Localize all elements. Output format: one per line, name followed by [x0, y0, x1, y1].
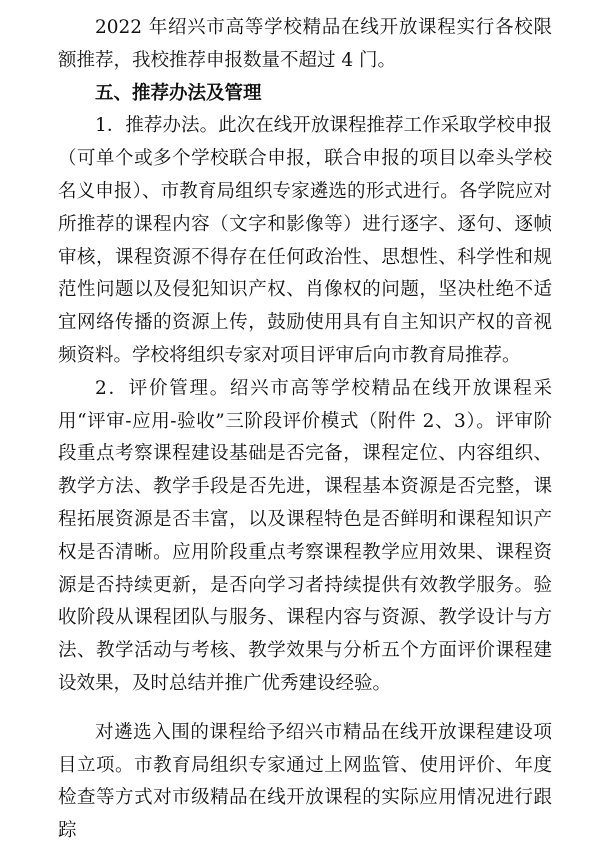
- evaluation-management-paragraph: 2．评价管理。绍兴市高等学校精品在线开放课程采用“评审-应用-验收”三阶段评价模式（附件 2、3）。评审阶段重点考察课程建设基础是否完备，课程定位、内容组织、教学方法、教学手段是否先进，课程基本资源是否完整，课程拓展资源是否丰富，以及课程特色是否鲜明和课程知识产权是否清晰。应用阶段重点考察课程教学应用效果、课程资源是否持续更新，是否向学习者持续提供有效教学服务。验收阶段从课程团队与服务、课程内容与资源、教学设计与方法、教学活动与考核、教学效果与分析五个方面评价课程建设效果，及时总结并推广优秀建设经验。: [58, 377, 552, 694]
- intro-paragraph: 2022 年绍兴市高等学校精品在线开放课程实行各校限额推荐，我校推荐申报数量不超过 4 门。: [58, 17, 552, 71]
- section-heading: 五、推荐办法及管理: [95, 82, 262, 104]
- project-approval-paragraph: 对遴选入围的课程给予绍兴市精品在线开放课程建设项目立项。市教育局组织专家通过上网监管、使用评价、年度检查等方式对市级精品在线开放课程的实际应用情况进行跟踪: [58, 721, 552, 842]
- recommendation-method-paragraph: 1．推荐办法。此次在线开放课程推荐工作采取学校申报（可单个或多个学校联合申报，联合申报的项目以牵头学校名义申报）、市教育局组织专家遴选的形式进行。各学院应对所推荐的课程内容（文字和影像等）进行逐字、逐句、逐帧审核，课程资源不得存在任何政治性、思想性、科学性和规范性问题以及侵犯知识产权、肖像权的问题，坚决杜绝不适宜网络传播的资源上传，鼓励使用具有自主知识产权的音视频资料。学校将组织专家对项目评审后向市教育局推荐。: [58, 115, 552, 366]
- document-page: [58, 12, 552, 848]
